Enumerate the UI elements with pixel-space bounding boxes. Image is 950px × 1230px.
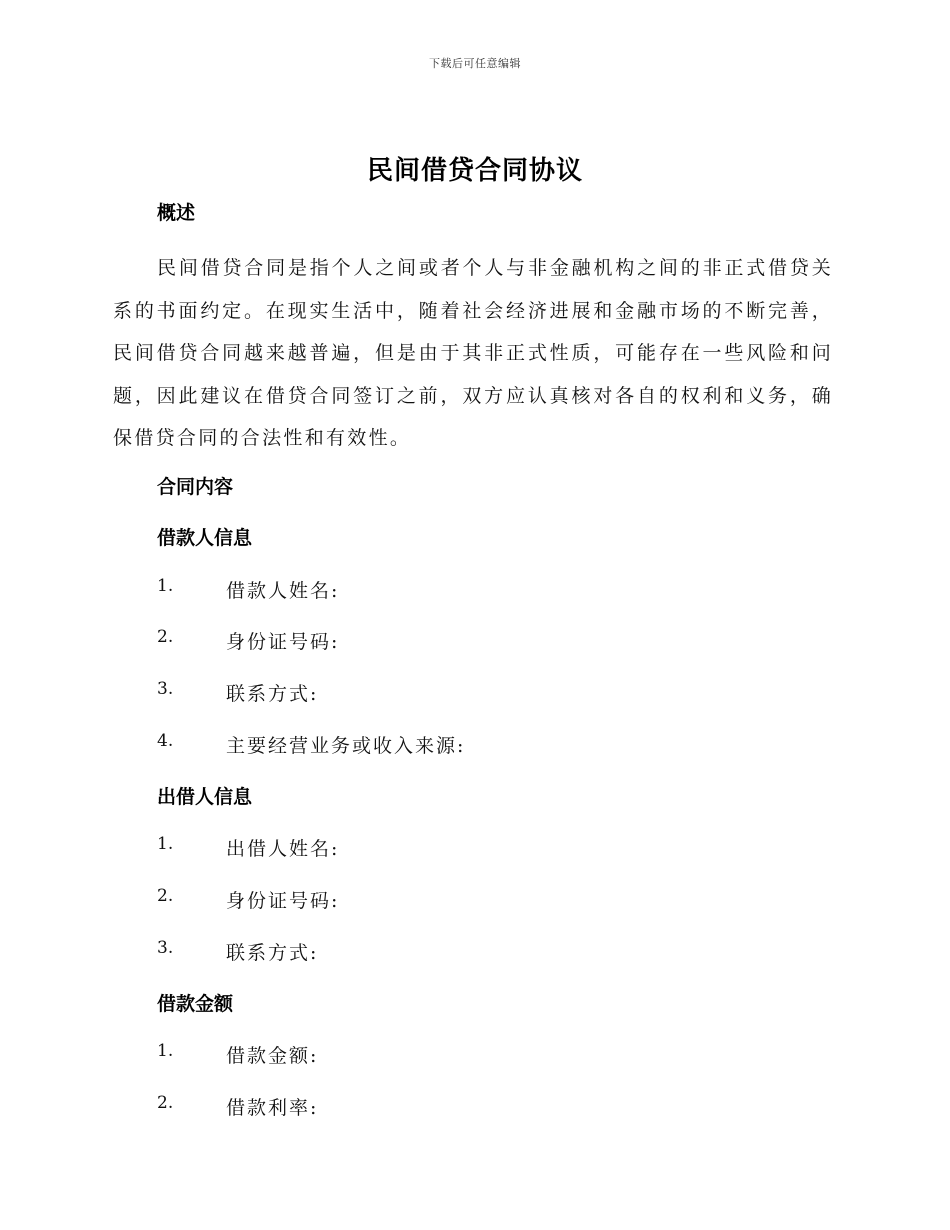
list-item-number: 1.	[157, 1041, 174, 1061]
lender-name-label: 出借人姓名:	[226, 838, 340, 860]
lender-id-number-label: 身份证号码:	[226, 890, 340, 912]
borrower-id-number-label: 身份证号码:	[226, 631, 340, 653]
borrower-income-source-label: 主要经营业务或收入来源:	[226, 735, 466, 757]
lender-info-heading: 出借人信息	[157, 786, 253, 808]
header-note: 下载后可任意编辑	[429, 57, 521, 70]
borrower-contact-label: 联系方式:	[226, 683, 319, 705]
loan-amount-heading: 借款金额	[157, 993, 234, 1015]
loan-amount-label: 借款金额:	[226, 1045, 319, 1067]
overview-heading: 概述	[157, 202, 196, 224]
borrower-info-heading: 借款人信息	[157, 527, 253, 549]
list-item-number: 2.	[157, 1093, 174, 1113]
list-item-number: 3.	[157, 679, 174, 699]
list-item-number: 3.	[157, 938, 174, 958]
list-item-number: 1.	[157, 576, 174, 596]
list-item-number: 1.	[157, 834, 174, 854]
loan-interest-rate-label: 借款利率:	[226, 1097, 319, 1119]
borrower-name-label: 借款人姓名:	[226, 580, 340, 602]
list-item-number: 4.	[157, 731, 174, 751]
document-title: 民间借贷合同协议	[366, 156, 583, 186]
overview-paragraph: 民间借贷合同是指个人之间或者个人与非金融机构之间的非正式借贷关系的书面约定。在现实生活中，随着社会经济进展和金融市场的不断完善，民间借贷合同越来越普遍，但是由于其非正式性质，可能存在一些风险和问题，因此建议在借贷合同签订之前，双方应认真核对各自的权利和义务，确保借贷合同的合法性和有效性。	[113, 257, 833, 449]
lender-contact-label: 联系方式:	[226, 942, 319, 964]
list-item-number: 2.	[157, 627, 174, 647]
contract-content-heading: 合同内容	[157, 476, 234, 498]
list-item-number: 2.	[157, 886, 174, 906]
